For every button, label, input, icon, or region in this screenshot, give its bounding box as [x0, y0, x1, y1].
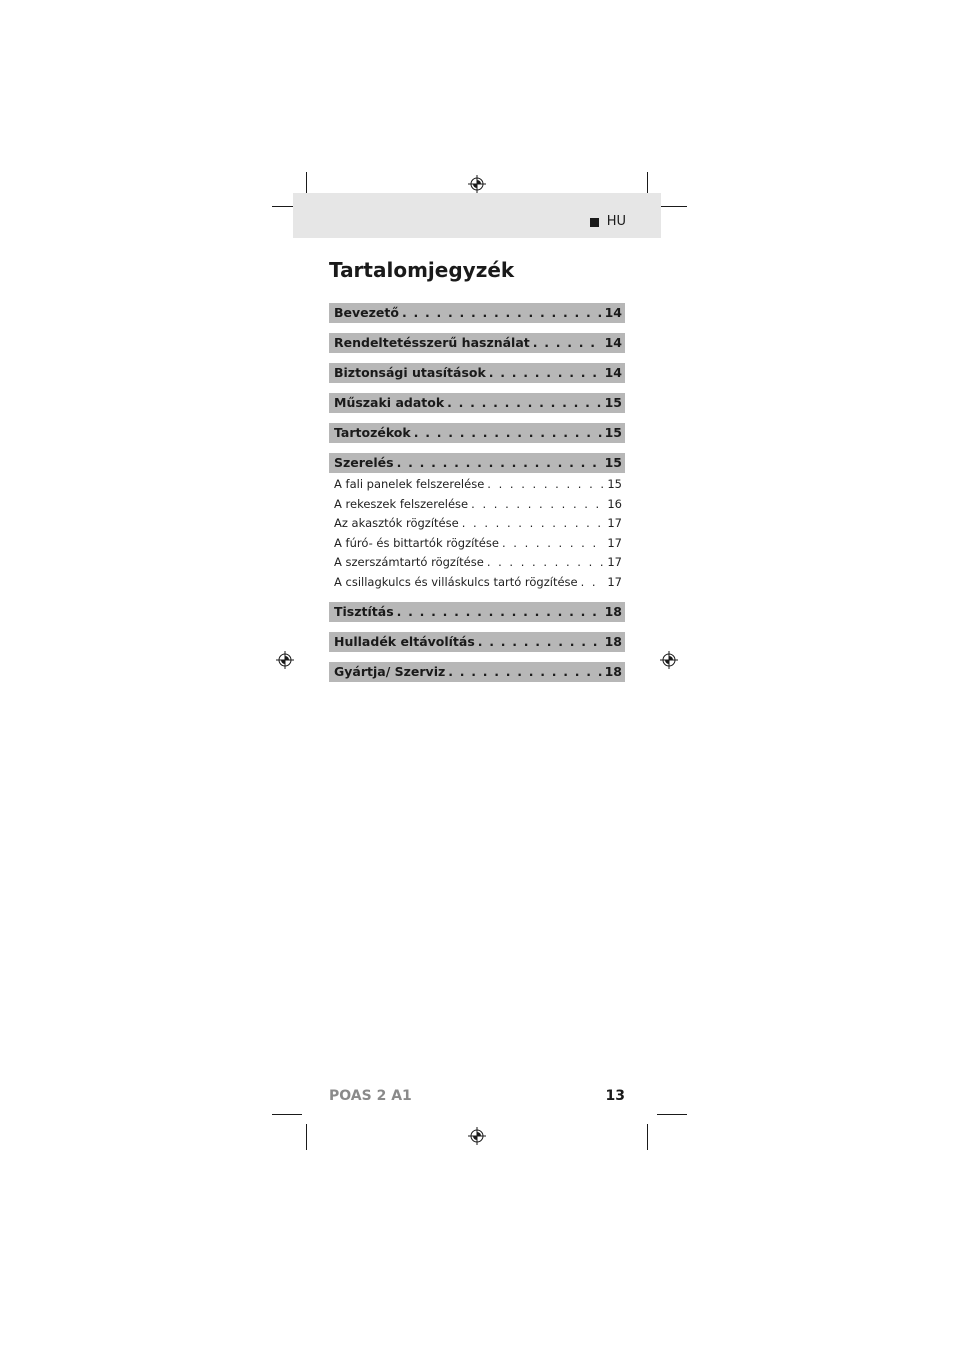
registration-mark-icon — [468, 175, 486, 193]
toc-entry-label: Biztonsági utasítások — [334, 365, 486, 380]
toc-entry-gyartja-szerviz[interactable] — [329, 662, 625, 682]
toc-entry-page: 15 — [604, 395, 622, 410]
toc-entry-tisztitas[interactable] — [329, 602, 625, 622]
leader-dots — [397, 453, 602, 473]
leader-dots — [478, 632, 602, 652]
toc-entry-label: Gyártja/ Szerviz — [334, 663, 446, 679]
toc-subentries — [329, 475, 625, 593]
toc-entry-label: Tisztítás — [334, 603, 394, 619]
registration-mark-icon — [276, 651, 294, 669]
toc-entry-page: 14 — [604, 365, 622, 380]
table-of-contents — [329, 303, 625, 692]
toc-subentry[interactable] — [329, 495, 625, 515]
registration-mark-icon — [660, 651, 678, 669]
toc-subentry-label: A szerszámtartó rögzítése — [334, 555, 484, 570]
language-code: HU — [606, 214, 626, 229]
toc-entry-page: 15 — [604, 455, 622, 470]
toc-entry-label: Rendeltetésszerű használat — [334, 335, 530, 350]
toc-subentry-label: A rekeszek felszerelése — [334, 496, 469, 511]
toc-entry-page: 18 — [604, 603, 622, 619]
leader-dots — [462, 514, 605, 534]
toc-subentry-label: A csillagkulcs és villáskulcs tartó rögzítése — [334, 574, 578, 589]
toc-subentry-page: 17 — [607, 535, 622, 550]
leader-dots — [502, 534, 604, 554]
toc-subentry-label: A fali panelek felszerelése — [334, 477, 485, 491]
toc-entry-muszaki-adatok[interactable] — [329, 393, 625, 413]
toc-entry-biztonsagi[interactable] — [329, 363, 625, 383]
leader-dots — [402, 303, 602, 323]
language-marker — [590, 214, 626, 230]
toc-subentry-label: A fúró- és bittartók rögzítése — [334, 535, 499, 550]
toc-subentry[interactable] — [329, 534, 625, 554]
leader-dots — [414, 423, 602, 443]
toc-subentry-page: 17 — [607, 555, 622, 570]
leader-dots — [397, 602, 602, 622]
registration-mark-icon — [468, 1127, 486, 1145]
toc-subentry[interactable] — [329, 553, 625, 573]
crop-mark-icon — [657, 206, 687, 207]
toc-entry-page: 18 — [604, 663, 622, 679]
toc-entry-label: Szerelés — [334, 455, 394, 470]
crop-mark-icon — [306, 1124, 307, 1150]
toc-subentry[interactable] — [329, 475, 625, 495]
toc-subentry-page: 15 — [607, 477, 622, 491]
toc-entry-rendeltetesszeru[interactable] — [329, 333, 625, 353]
toc-entry-label: Tartozékok — [334, 425, 411, 440]
footer-page-number: 13 — [605, 1088, 625, 1104]
leader-dots — [448, 662, 601, 682]
toc-entry-label: Műszaki adatok — [334, 395, 445, 410]
leader-dots — [487, 475, 604, 495]
toc-subentry-page: 17 — [607, 516, 622, 531]
leader-dots — [487, 553, 605, 573]
leader-dots — [581, 573, 605, 593]
toc-entry-page: 18 — [604, 633, 622, 649]
page-title: Tartalomjegyzék — [329, 258, 515, 282]
crop-mark-icon — [647, 1124, 648, 1150]
footer-model: POAS 2 A1 — [329, 1088, 412, 1104]
leader-dots — [471, 495, 604, 515]
toc-entry-szereles[interactable] — [329, 453, 625, 473]
toc-entry-hulladek[interactable] — [329, 632, 625, 652]
toc-subentry-page: 17 — [607, 574, 622, 589]
toc-subentry[interactable] — [329, 573, 625, 593]
toc-subentry-label: Az akasztók rögzítése — [334, 516, 459, 531]
crop-mark-icon — [657, 1114, 687, 1115]
toc-entry-label: Bevezető — [334, 305, 399, 320]
square-bullet-icon — [590, 218, 599, 227]
leader-dots — [489, 363, 602, 383]
toc-entry-label: Hulladék eltávolítás — [334, 633, 475, 649]
toc-entry-bevezeto[interactable] — [329, 303, 625, 323]
toc-entry-page: 14 — [604, 305, 622, 320]
toc-entry-page: 14 — [604, 335, 622, 350]
toc-subentry-page: 16 — [607, 496, 622, 511]
leader-dots — [533, 333, 602, 353]
leader-dots — [447, 393, 601, 413]
toc-entry-tartozekok[interactable] — [329, 423, 625, 443]
header-band — [293, 193, 661, 238]
crop-mark-icon — [272, 1114, 302, 1115]
toc-entry-page: 15 — [604, 425, 622, 440]
toc-subentry[interactable] — [329, 514, 625, 534]
